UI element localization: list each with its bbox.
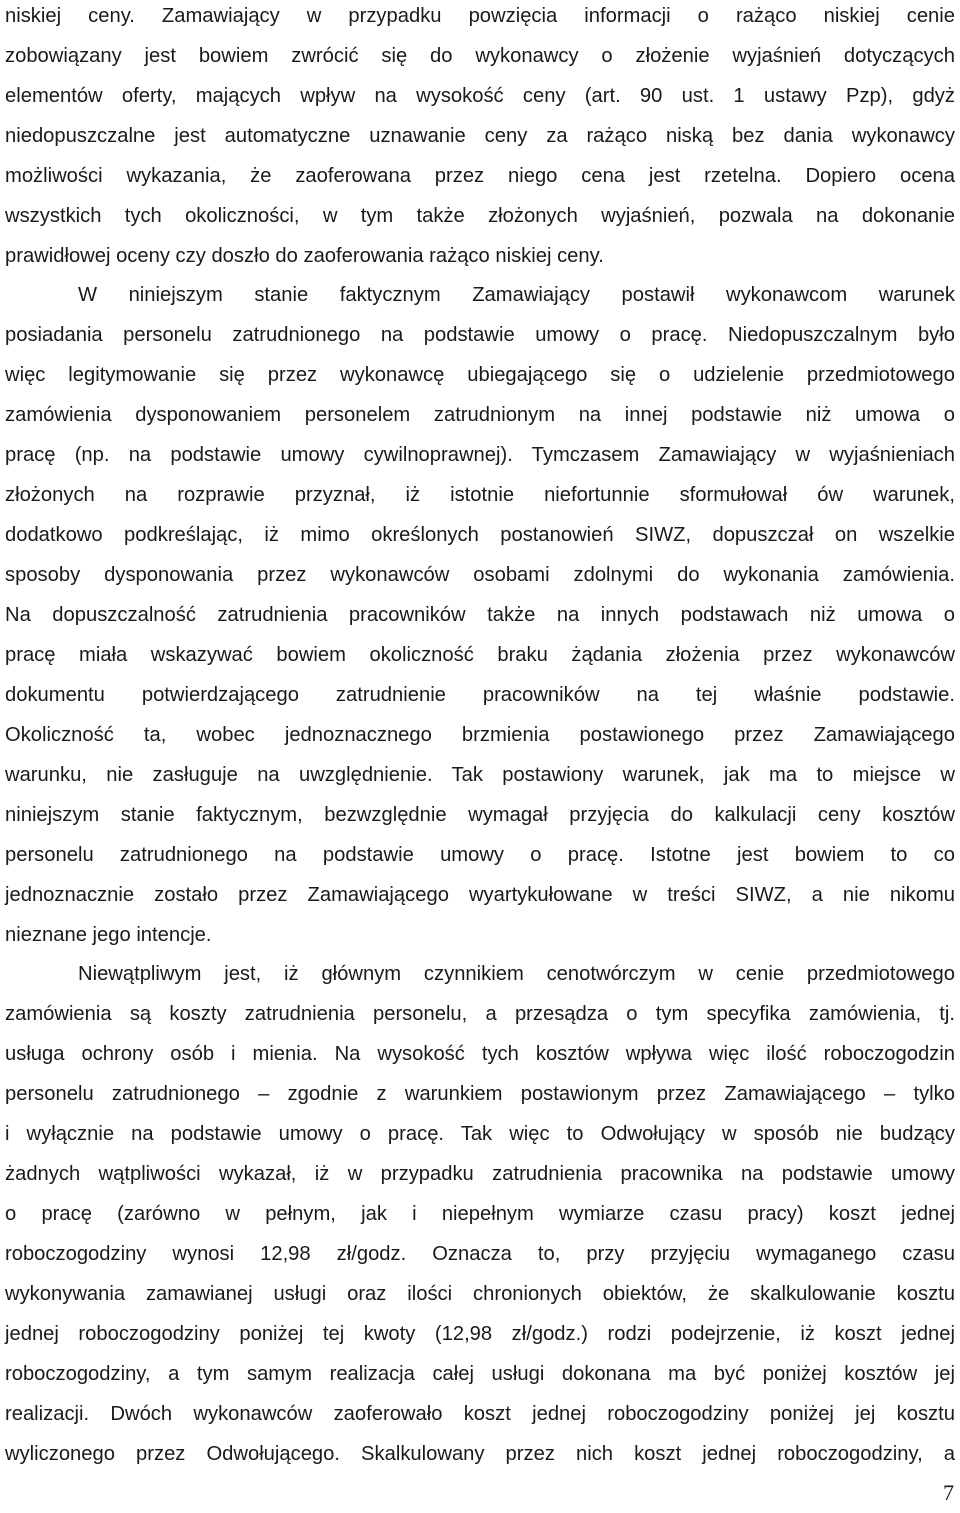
text-line: niniejszym stanie faktycznym, bezwzględnie wymagał przyjęcia do kalkulacji ceny kosztów: [5, 804, 955, 826]
text-line: o pracę (zarówno w pełnym, jak i niepełnym wymiarze czasu pracy) koszt jednej: [5, 1203, 955, 1225]
text-line: pracę (np. na podstawie umowy cywilnoprawnej). Tymczasem Zamawiający w wyjaśnieniach: [5, 444, 955, 466]
page-number: 7: [943, 1480, 954, 1505]
text-line: niskiej ceny. Zamawiający w przypadku powzięcia informacji o rażąco niskiej cenie: [5, 5, 955, 27]
text-line: prawidłowej oceny czy doszło do zaoferowania rażąco niskiej ceny.: [5, 245, 604, 267]
text-line: Okoliczność ta, wobec jednoznacznego brzmienia postawionego przez Zamawiającego: [5, 724, 955, 746]
text-line: usługa ochrony osób i mienia. Na wysokość tych kosztów wpływa więc ilość roboczogodzin: [5, 1043, 955, 1065]
text-line: sposoby dysponowania przez wykonawców osobami zdolnymi do wykonania zamówienia.: [5, 564, 955, 586]
text-line: realizacji. Dwóch wykonawców zaoferowało koszt jednej roboczogodziny poniżej jej kosztu: [5, 1403, 955, 1425]
text-line: jednoznacznie zostało przez Zamawiającego wyartykułowane w treści SIWZ, a nie nikomu: [5, 884, 955, 906]
text-line: wykonywania zamawianej usługi oraz ilości chronionych obiektów, że skalkulowanie kosztu: [5, 1283, 955, 1305]
text-line: jednej roboczogodziny poniżej tej kwoty (12,98 zł/godz.) rodzi podejrzenie, iż koszt jednej: [5, 1323, 955, 1345]
text-line: dodatkowo podkreślając, iż mimo określonych postanowień SIWZ, dopuszczał on wszelkie: [5, 524, 955, 546]
text-line: złożonych na rozprawie przyznał, iż istotnie niefortunnie sformułował ów warunek,: [5, 484, 955, 506]
text-line: wszystkich tych okoliczności, w tym także złożonych wyjaśnień, pozwala na dokonanie: [5, 205, 955, 227]
text-line: więc legitymowanie się przez wykonawcę ubiegającego się o udzielenie przedmiotowego: [5, 364, 955, 386]
text-line: personelu zatrudnionego – zgodnie z warunkiem postawionym przez Zamawiającego – tylko: [5, 1083, 955, 1105]
text-line: zobowiązany jest bowiem zwrócić się do wykonawcy o złożenie wyjaśnień dotyczących: [5, 45, 955, 67]
text-line: możliwości wykazania, że zaoferowana przez niego cena jest rzetelna. Dopiero ocena: [5, 165, 955, 187]
text-line: żadnych wątpliwości wykazał, iż w przypadku zatrudnienia pracownika na podstawie umowy: [5, 1163, 955, 1185]
text-line: Niewątpliwym jest, iż głównym czynnikiem cenotwórczym w cenie przedmiotowego: [78, 963, 955, 985]
text-line: warunku, nie zasługuje na uwzględnienie. Tak postawiony warunek, jak ma to miejsce w: [5, 764, 955, 786]
text-line: posiadania personelu zatrudnionego na podstawie umowy o pracę. Niedopuszczalnym było: [5, 324, 955, 346]
text-line: pracę miała wskazywać bowiem okoliczność braku żądania złożenia przez wykonawców: [5, 644, 955, 666]
text-line: i wyłącznie na podstawie umowy o pracę. Tak więc to Odwołujący w sposób nie budzący: [5, 1123, 955, 1145]
text-line: roboczogodziny wynosi 12,98 zł/godz. Oznacza to, przy przyjęciu wymaganego czasu: [5, 1243, 955, 1265]
text-line: dokumentu potwierdzającego zatrudnienie pracowników na tej właśnie podstawie.: [5, 684, 955, 706]
text-line: personelu zatrudnionego na podstawie umowy o pracę. Istotne jest bowiem to co: [5, 844, 955, 866]
text-line: niedopuszczalne jest automatyczne uznawanie ceny za rażąco niską bez dania wykonawcy: [5, 125, 955, 147]
text-line: zamówienia dysponowaniem personelem zatrudnionym na innej podstawie niż umowa o: [5, 404, 955, 426]
text-line: zamówienia są koszty zatrudnienia personelu, a przesądza o tym specyfika zamówienia, tj.: [5, 1003, 955, 1025]
text-line: wyliczonego przez Odwołującego. Skalkulowany przez nich koszt jednej roboczogodziny, a: [5, 1443, 955, 1465]
text-line: Na dopuszczalność zatrudnienia pracowników także na innych podstawach niż umowa o: [5, 604, 955, 626]
text-line: W niniejszym stanie faktycznym Zamawiający postawił wykonawcom warunek: [78, 284, 955, 306]
text-line: nieznane jego intencje.: [5, 924, 212, 946]
text-line: roboczogodziny, a tym samym realizacja całej usługi dokonana ma być poniżej kosztów jej: [5, 1363, 955, 1385]
text-line: elementów oferty, mających wpływ na wysokość ceny (art. 90 ust. 1 ustawy Pzp), gdyż: [5, 85, 955, 107]
